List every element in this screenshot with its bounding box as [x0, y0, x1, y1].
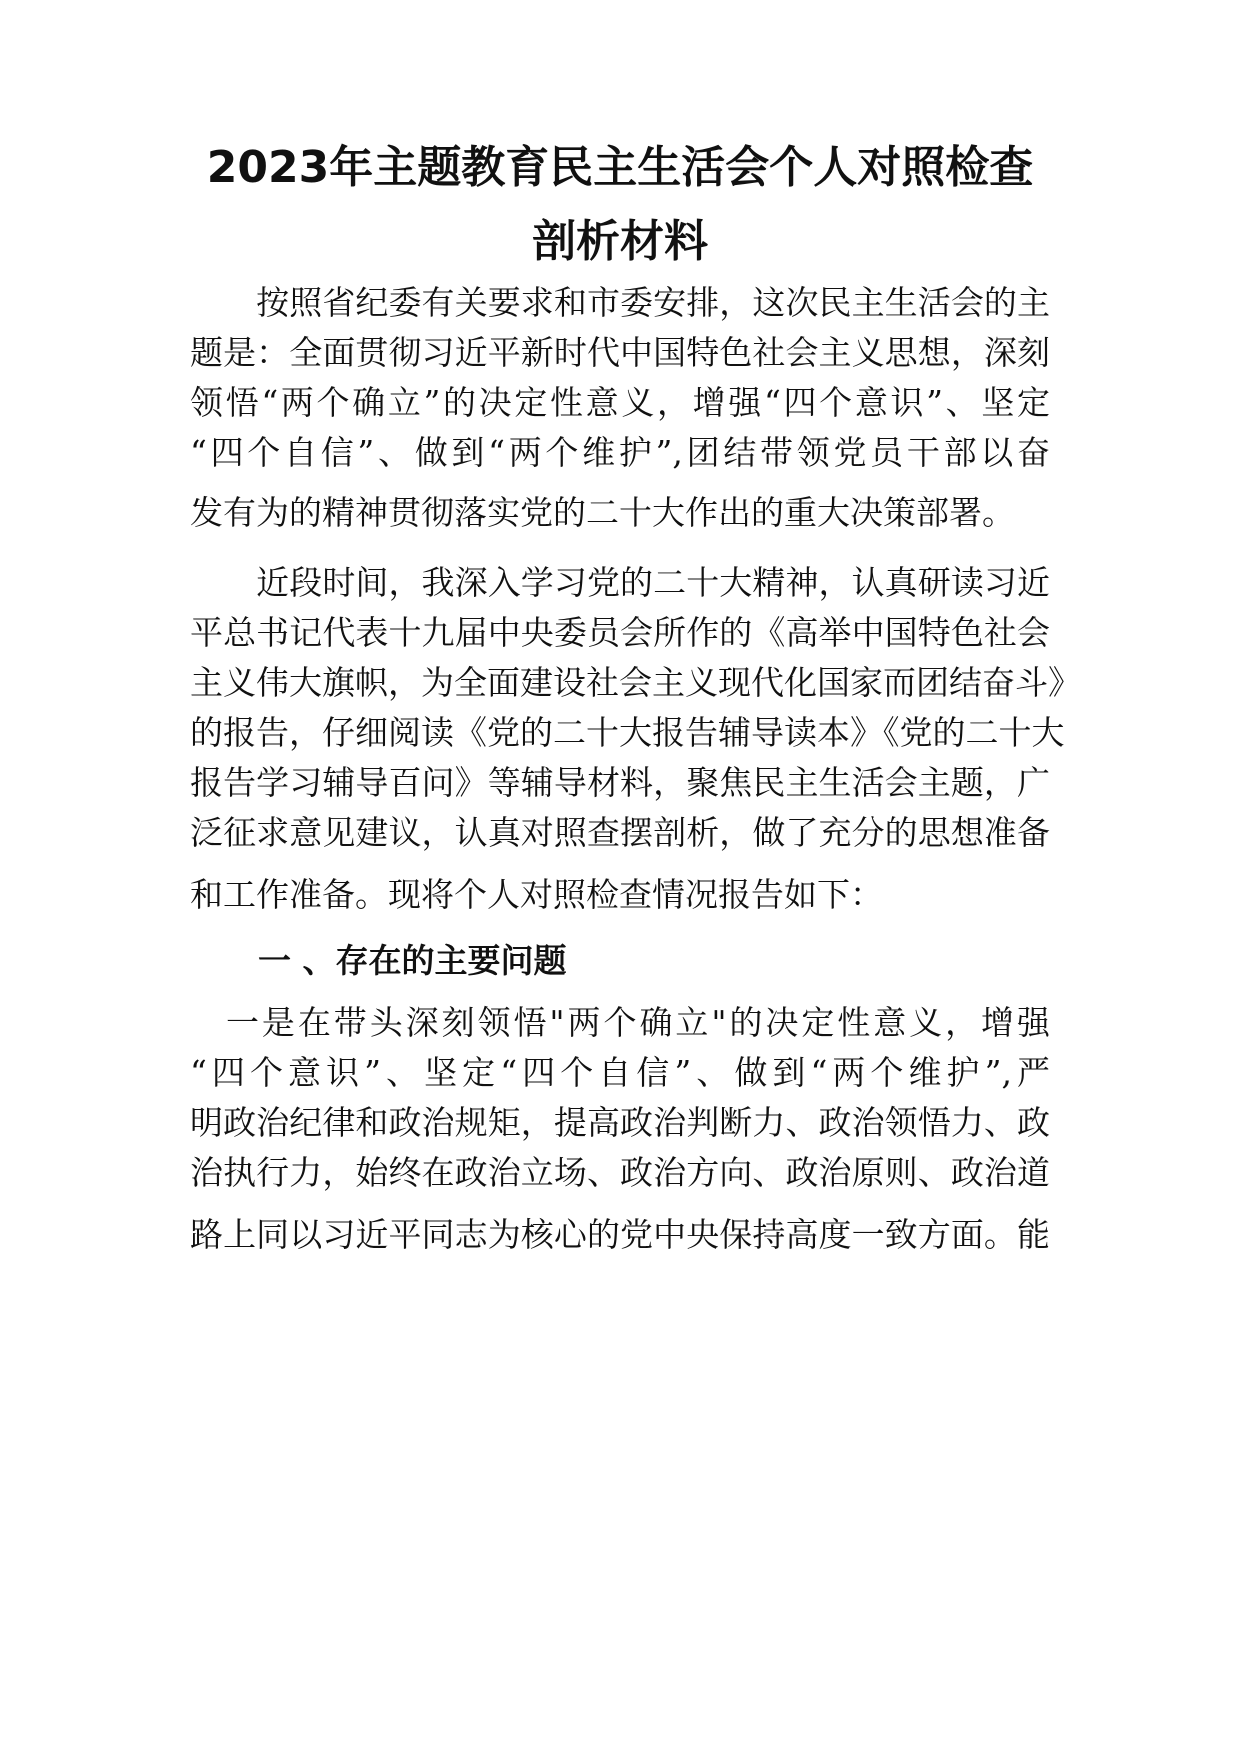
document-title-line-1: 2023年主题教育民主生活会个人对照检查	[206, 142, 1034, 193]
paragraph-1-line-1: 按照省纪委有关要求和市委安排，这次民主生活会的主	[190, 283, 1050, 322]
paragraph-3-line-3: 明政治纪律和政治规矩，提高政治判断力、政治领悟力、政	[190, 1103, 1050, 1142]
paragraph-2-line-4: 的报告，仔细阅读《党的二十大报告辅导读本》《党的二十大	[190, 713, 1065, 752]
section-heading-main-problems: 一 、存在的主要问题	[258, 941, 567, 980]
paragraph-2-line-5: 报告学习辅导百问》等辅导材料，聚焦民主生活会主题，广	[190, 763, 1050, 802]
paragraph-1-line-4: “四个自信”、做到“两个维护”,团结带领党员干部以奋	[190, 433, 1050, 472]
paragraph-2-line-1: 近段时间，我深入学习党的二十大精神，认真研读习近	[190, 563, 1050, 602]
paragraph-2-line-3: 主义伟大旗帜，为全面建设社会主义现代化国家而团结奋斗》	[190, 663, 1081, 702]
paragraph-1-line-3: 领悟“两个确立”的决定性意义，增强“四个意识”、坚定	[190, 383, 1050, 422]
paragraph-3-line-5: 路上同以习近平同志为核心的党中央保持高度一致方面。能	[190, 1215, 1050, 1254]
paragraph-1-line-5: 发有为的精神贯彻落实党的二十大作出的重大决策部署。	[190, 493, 1015, 532]
paragraph-2-line-6: 泛征求意见建议，认真对照查摆剖析，做了充分的思想准备	[190, 813, 1050, 852]
paragraph-2-line-2: 平总书记代表十九届中央委员会所作的《高举中国特色社会	[190, 613, 1050, 652]
paragraph-3-line-4: 治执行力，始终在政治立场、政治方向、政治原则、政治道	[190, 1153, 1050, 1192]
paragraph-2-line-7: 和工作准备。现将个人对照检查情况报告如下：	[190, 875, 883, 914]
paragraph-3-line-2: “四个意识”、坚定“四个自信”、做到“两个维护”,严	[190, 1053, 1050, 1092]
document-title-line-2: 剖析材料	[532, 216, 708, 267]
paragraph-1-line-2: 题是：全面贯彻习近平新时代中国特色社会主义思想，深刻	[190, 333, 1050, 372]
paragraph-3-line-1: 一是在带头深刻领悟"两个确立"的决定性意义，增强	[190, 1003, 1050, 1042]
